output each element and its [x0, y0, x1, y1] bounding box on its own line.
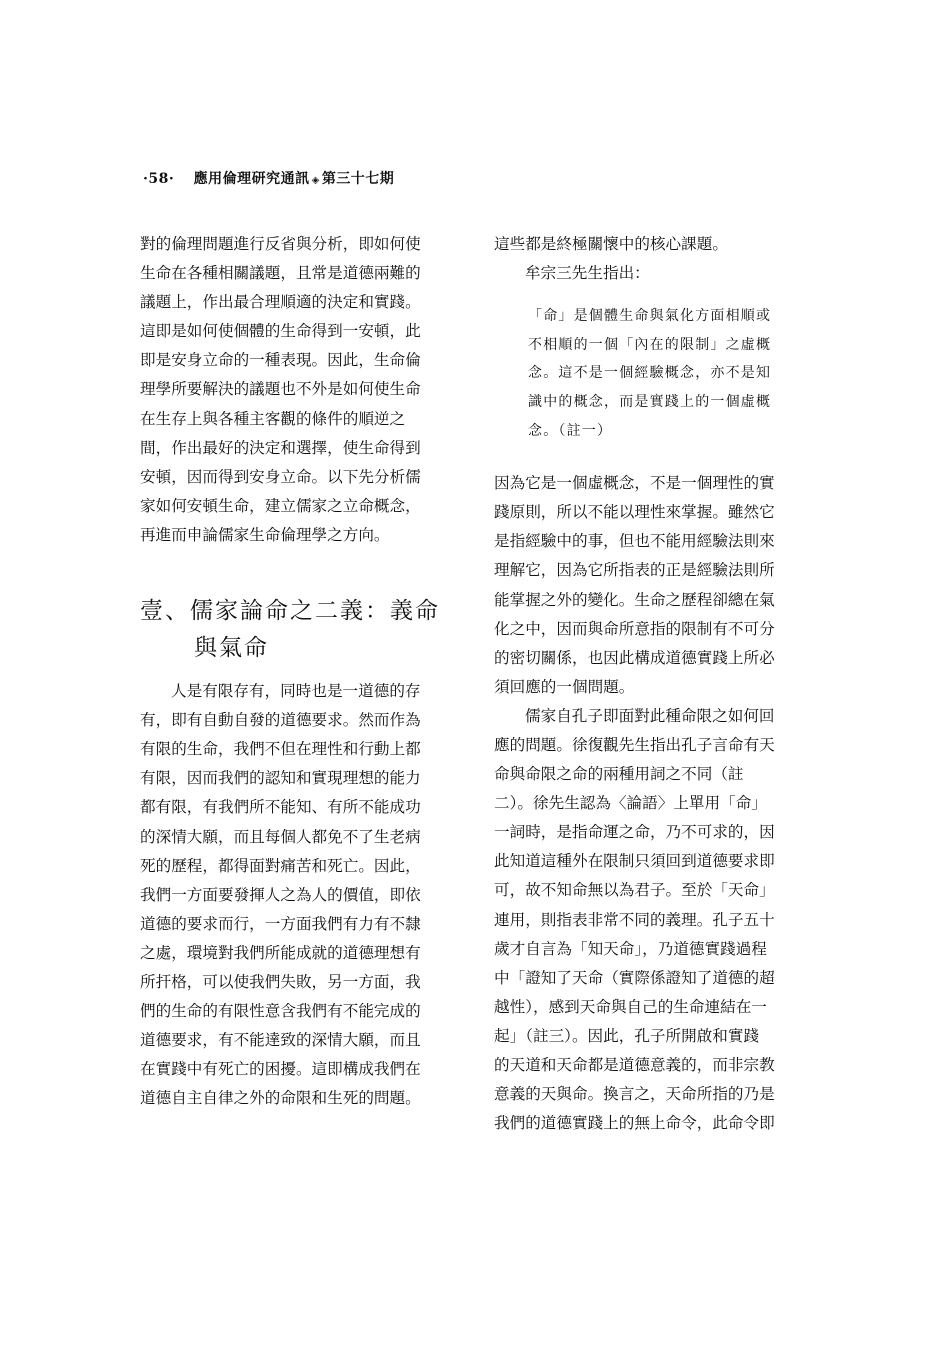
paragraph-3: [494, 469, 806, 702]
text-line: 能掌握之外的變化。生命之歷程卻總在氣: [494, 590, 775, 609]
text-line: 中「證知了天命（實際係證知了道德的超: [494, 968, 775, 987]
paragraph-2: [140, 677, 452, 1113]
journal-title: 應用倫理研究通訊: [193, 171, 310, 187]
text-line: 儒家自孔子即面對此種命限之如何回: [525, 706, 775, 725]
text-line: 命與命限之命的兩種用詞之不同（註: [494, 765, 744, 784]
text-line: 的密切關係，也因此構成道德實踐上所必: [494, 648, 775, 667]
text-line: 在生存上與各種主客觀的條件的順逆之: [140, 409, 406, 428]
text-line: 理解它，因為它所指表的正是經驗法則所: [494, 561, 775, 580]
text-line: 因為它是一個虛概念，不是一個理性的實: [494, 474, 775, 493]
text-line: 議題上，作出最合理順適的決定和實踐。: [140, 293, 421, 312]
text-line: 有限，因而我們的認知和實現理想的能力: [140, 769, 421, 788]
text-line: 死的歷程，都得面對痛苦和死亡。因此，: [140, 856, 421, 875]
text-line: 道德自主自律之外的命限和生死的問題。: [140, 1089, 421, 1108]
text-line: 應的問題。徐復觀先生指出孔子言命有天: [494, 736, 775, 754]
quote-line: 識中的概念，而是實踐上的一個虛概: [528, 393, 772, 410]
text-line: 須回應的一個問題。: [494, 677, 635, 696]
text-line: 此知道這種外在限制只須回到道德要求即: [494, 852, 775, 871]
text-line: 有，即有自動自發的道德要求。然而作為: [140, 711, 421, 730]
section-heading: [140, 593, 452, 667]
text-line: 這即是如何使個體的生命得到一安頓，此: [140, 322, 421, 341]
text-line: 道德的要求而行，一方面我們有力有不隸: [140, 914, 421, 933]
text-line: 人是有限存有，同時也是一道德的存: [171, 682, 421, 701]
text-line: 我們的道德實踐上的無上命令，此命令即: [494, 1114, 775, 1133]
text-line: 都有限，有我們所不能知、有所不能成功: [140, 798, 421, 817]
text-line: 家如何安頓生命，建立儒家之立命概念，: [140, 496, 421, 515]
text-line: 二）。徐先生認為〈論語〉上單用「命」: [494, 794, 767, 813]
text-line: 是指經驗中的事，但也不能用經驗法則來: [494, 532, 775, 551]
text-line: 意義的天與命。換言之，天命所指的乃是: [494, 1085, 775, 1104]
section-heading-line-1: 壹、儒家論命之二義：義命: [140, 598, 440, 625]
text-line: 我們一方面要發揮人之為人的價值，即依: [140, 885, 421, 904]
text-line: 即是安身立命的一種表現。因此，生命倫: [140, 351, 421, 370]
text-line: 生命在各種相關議題，且常是道德兩難的: [140, 264, 421, 283]
text-line: 間，作出最好的決定和選擇，使生命得到: [140, 438, 421, 457]
text-line: 越性），感到天命與自己的生命連結在一: [494, 997, 767, 1016]
paragraph-1: [140, 230, 452, 550]
text-line: 道德要求，有不能達致的深情大願，而且: [140, 1031, 421, 1050]
text-line: 的深情大願，而且每個人都免不了生老病: [140, 827, 421, 846]
running-header: [143, 168, 394, 188]
text-line: 化之中，因而與命所意指的限制有不可分: [494, 619, 775, 638]
text-line: 所扞格，可以使我們失敗，另一方面，我: [140, 972, 421, 991]
text-line: 可，故不知命無以為君子。至於「天命」: [494, 881, 775, 900]
text-line: 對的倫理問題進行反省與分析，即如何使: [140, 235, 421, 253]
quote-line: 不相順的一個「內在的限制」之虛概: [528, 336, 772, 353]
right-column: [494, 230, 806, 1138]
text-line: 這些都是終極關懷中的核心課題。: [494, 235, 728, 253]
text-line: 的天道和天命都是道德意義的，而非宗教: [494, 1056, 775, 1075]
issue-number: 第三十七期: [321, 171, 395, 187]
text-line: 再進而申論儒家生命倫理學之方向。: [140, 525, 390, 544]
quote-line: 念。這不是一個經驗概念，亦不是知: [528, 365, 772, 382]
text-line: 在實踐中有死亡的困擾。這即構成我們在: [140, 1060, 421, 1079]
diamond-separator-icon: ◈: [311, 175, 320, 186]
text-line: 牟宗三先生指出：: [525, 264, 650, 283]
page-number: ·58·: [143, 171, 175, 187]
left-column: [140, 230, 452, 1113]
quote-line: 「命」是個體生命與氣化方面相順或: [528, 308, 772, 325]
text-line: 歲才自言為「知天命」，乃道德實踐過程: [494, 939, 767, 958]
text-line: 安頓，因而得到安身立命。以下先分析儒: [140, 467, 421, 486]
block-quote: [494, 302, 806, 445]
paragraph-4: [494, 702, 806, 1138]
text-line: 踐原則，所以不能以理性來掌握。雖然它: [494, 503, 775, 522]
text-line: 理學所要解決的議題也不外是如何使生命: [140, 380, 421, 399]
text-line: 一詞時，是指命運之命，乃不可求的，因: [494, 823, 775, 842]
quote-line: 念。（註一）: [528, 422, 613, 439]
section-heading-line-2: 與氣命: [194, 635, 269, 662]
text-line: 們的生命的有限性意含我們有不能完成的: [140, 1002, 421, 1021]
text-line: 有限的生命，我們不但在理性和行動上都: [140, 740, 421, 759]
text-line: 之處，環境對我們所能成就的道德理想有: [140, 943, 421, 962]
text-line: 起」（註三）。因此，孔子所開啟和實踐: [494, 1026, 760, 1045]
text-line: 連用，則指表非常不同的義理。孔子五十: [494, 910, 775, 929]
